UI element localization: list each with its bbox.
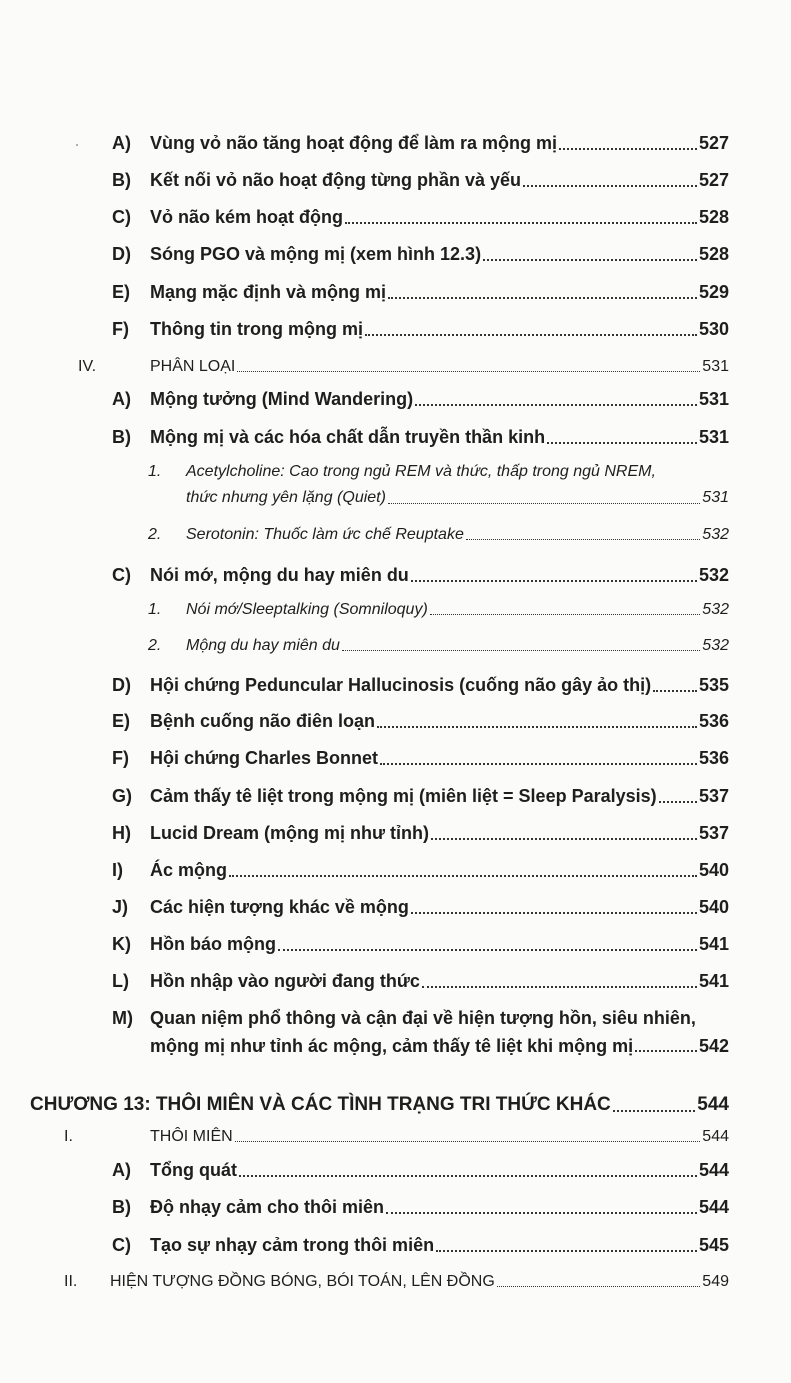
- entry-page: 542: [698, 1035, 729, 1056]
- entry-page: 536: [698, 711, 729, 731]
- leader-dots: [388, 503, 700, 504]
- entry-page: 549: [702, 1273, 729, 1290]
- entry-page: 532: [698, 565, 729, 585]
- toc-entry[interactable]: [112, 1160, 729, 1181]
- entry-number: A): [112, 133, 131, 153]
- entry-page: 544: [698, 1197, 729, 1217]
- entry-title: Tổng quát: [150, 1160, 237, 1180]
- entry-number: A): [112, 1160, 131, 1180]
- entry-number: C): [112, 207, 131, 227]
- leader-dots: [342, 650, 700, 651]
- entry-page: 529: [698, 282, 729, 302]
- entry-number: M): [112, 1008, 133, 1028]
- entry-title: Tạo sự nhạy cảm trong thôi miên: [150, 1235, 435, 1255]
- entry-title: Nói mớ, mộng du hay miên du: [150, 565, 409, 585]
- section-number: I.: [64, 1128, 73, 1145]
- toc-entry[interactable]: [112, 786, 729, 807]
- toc-entry[interactable]: [112, 1008, 729, 1056]
- entry-page: 531: [698, 427, 729, 447]
- toc-entry[interactable]: [112, 934, 729, 955]
- entry-number: C): [112, 1235, 131, 1255]
- entry-number: I): [112, 860, 123, 880]
- toc-entry[interactable]: [112, 319, 729, 340]
- entry-title: Mộng tưởng (Mind Wandering): [150, 389, 414, 409]
- entry-number: E): [112, 711, 130, 731]
- toc-section[interactable]: [64, 1273, 729, 1291]
- entry-page: 535: [698, 675, 729, 695]
- leader-dots: [345, 222, 697, 224]
- toc-section[interactable]: [78, 358, 729, 376]
- leader-dots: [388, 297, 697, 299]
- entry-number: H): [112, 823, 131, 843]
- entry-page: 537: [698, 786, 729, 806]
- entry-number: C): [112, 565, 131, 585]
- entry-title: Mộng mị và các hóa chất dẫn truyền thần kinh: [150, 427, 546, 447]
- toc-entry[interactable]: [112, 675, 729, 696]
- toc-entry[interactable]: [112, 897, 729, 918]
- leader-dots: [380, 763, 697, 765]
- leader-dots: [237, 371, 700, 372]
- entry-page: 531: [698, 389, 729, 409]
- entry-title: Lucid Dream (mộng mị như tỉnh): [150, 823, 430, 843]
- entry-page: 531: [702, 358, 729, 375]
- entry-title-line2: mộng mị như tỉnh ác mộng, cảm thấy tê liệt khi mộng mị: [150, 1035, 634, 1056]
- toc-chapter[interactable]: [30, 1094, 729, 1116]
- leader-dots: [635, 1050, 697, 1052]
- entry-title-line2: thức nhưng yên lặng (Quiet): [186, 489, 386, 507]
- entry-number: B): [112, 1197, 131, 1217]
- entry-number: D): [112, 675, 131, 695]
- entry-page: 531: [702, 489, 729, 507]
- toc-entry[interactable]: [112, 207, 729, 228]
- section-title: THÔI MIÊN: [150, 1128, 233, 1145]
- entry-title: Hồn nhập vào người đang thức: [150, 971, 420, 991]
- entry-page: 544: [698, 1160, 729, 1180]
- entry-number: J): [112, 897, 129, 917]
- entry-title: Nói mớ/Sleeptalking (Somniloquy): [186, 601, 428, 618]
- entry-page: 541: [698, 971, 729, 991]
- toc-section[interactable]: [64, 1128, 729, 1146]
- entry-title: Bệnh cuống não điên loạn: [150, 711, 375, 731]
- leader-dots: [415, 404, 697, 406]
- entry-title: Hội chứng Charles Bonnet: [150, 748, 379, 768]
- leader-dots: [386, 1212, 697, 1214]
- entry-title-line1: Acetylcholine: Cao trong ngủ REM và thức, thấp trong ngủ NREM,: [186, 463, 656, 480]
- entry-title: Độ nhạy cảm cho thôi miên: [150, 1197, 385, 1217]
- entry-title-line1: Quan niệm phổ thông và cận đại về hiện tượng hồn, siêu nhiên,: [150, 1008, 696, 1028]
- entry-number: 2.: [148, 526, 162, 543]
- toc-subentry[interactable]: [148, 526, 729, 544]
- toc-entry[interactable]: [112, 823, 729, 844]
- leader-dots: [497, 1286, 701, 1287]
- entry-number: A): [112, 389, 131, 409]
- entry-page: 527: [698, 170, 729, 190]
- entry-number: 2.: [148, 637, 162, 654]
- leader-dots: [278, 949, 697, 951]
- entry-number: F): [112, 748, 129, 768]
- section-number: IV.: [78, 358, 97, 375]
- entry-title: Các hiện tượng khác về mộng: [150, 897, 409, 917]
- leader-dots: [235, 1141, 701, 1142]
- leader-dots: [483, 259, 697, 261]
- entry-number: B): [112, 427, 131, 447]
- entry-page: 536: [698, 748, 729, 768]
- leader-dots: [559, 148, 697, 150]
- entry-title: Hội chứng Peduncular Hallucinosis (cuống não gây ảo thị): [150, 675, 652, 695]
- entry-page: 527: [698, 133, 729, 153]
- leader-dots: [613, 1110, 696, 1112]
- toc-entry[interactable]: [112, 711, 729, 732]
- toc-entry[interactable]: [112, 1235, 729, 1256]
- toc-entry[interactable]: [112, 282, 729, 303]
- section-number: II.: [64, 1273, 78, 1290]
- entry-page: 532: [702, 526, 729, 543]
- entry-title: Thông tin trong mộng mị: [150, 319, 363, 339]
- entry-number: L): [112, 971, 129, 991]
- section-title: HIỆN TƯỢNG ĐỒNG BÓNG, BÓI TOÁN, LÊN ĐỒNG: [110, 1273, 495, 1290]
- entry-title: Kết nối vỏ não hoạt động từng phần và yếu: [150, 170, 522, 190]
- leader-dots: [430, 614, 701, 615]
- toc-entry[interactable]: [112, 170, 729, 191]
- leader-dots: [436, 1250, 697, 1252]
- toc-entry[interactable]: [112, 565, 729, 586]
- leader-dots: [411, 912, 697, 914]
- entry-number: E): [112, 282, 130, 302]
- toc-entry[interactable]: [112, 244, 729, 265]
- entry-number: 1.: [148, 601, 162, 618]
- leader-dots: [431, 838, 697, 840]
- entry-number: D): [112, 244, 131, 264]
- leader-dots: [466, 539, 700, 540]
- entry-title: Cảm thấy tê liệt trong mộng mị (miên liệt = Sleep Paralysis): [150, 786, 657, 806]
- toc-subentry[interactable]: [148, 637, 729, 655]
- entry-page: 528: [698, 244, 729, 264]
- leader-dots: [229, 875, 697, 877]
- entry-title: Hồn báo mộng: [150, 934, 276, 954]
- toc-entry[interactable]: [112, 427, 729, 448]
- toc-entry[interactable]: [112, 860, 729, 881]
- entry-page: 541: [698, 934, 729, 954]
- toc-subentry[interactable]: [148, 601, 729, 619]
- leader-dots: [422, 986, 697, 988]
- entry-page: 532: [702, 637, 729, 654]
- chapter-title: CHƯƠNG 13: THÔI MIÊN VÀ CÁC TÌNH TRẠNG TRI THỨC KHÁC: [30, 1094, 611, 1115]
- entry-title: Mạng mặc định và mộng mị: [150, 282, 387, 302]
- entry-title: Vùng vỏ não tăng hoạt động để làm ra mộng mị: [150, 133, 558, 153]
- entry-page: 544: [697, 1094, 729, 1115]
- toc-entry[interactable]: [112, 971, 729, 992]
- toc-entry[interactable]: [112, 1197, 729, 1218]
- entry-page: 540: [698, 860, 729, 880]
- entry-title: Vỏ não kém hoạt động: [150, 207, 344, 227]
- toc-entry[interactable]: [112, 133, 729, 154]
- entry-page: 528: [698, 207, 729, 227]
- entry-number: K): [112, 934, 131, 954]
- leader-dots: [659, 801, 697, 803]
- leader-dots: [547, 442, 697, 444]
- entry-page: 540: [698, 897, 729, 917]
- entry-title: Serotonin: Thuốc làm ức chế Reuptake: [186, 526, 464, 543]
- leader-dots: [523, 185, 697, 187]
- leader-dots: [365, 334, 697, 336]
- entry-number: F): [112, 319, 129, 339]
- entry-number: G): [112, 786, 132, 806]
- entry-page: 532: [702, 601, 729, 618]
- toc-subentry[interactable]: [148, 463, 729, 508]
- entry-title: Sóng PGO và mộng mị (xem hình 12.3): [150, 244, 482, 264]
- leader-dots: [377, 726, 697, 728]
- entry-number: B): [112, 170, 131, 190]
- entry-page: 530: [698, 319, 729, 339]
- entry-number: 1.: [148, 463, 162, 480]
- leader-dots: [653, 690, 697, 692]
- entry-title: Mộng du hay miên du: [186, 637, 340, 654]
- entry-page: 537: [698, 823, 729, 843]
- entry-title: Ác mộng: [150, 860, 228, 880]
- leader-dots: [239, 1175, 697, 1177]
- print-speck: [76, 144, 78, 146]
- section-title: PHÂN LOẠI: [150, 358, 236, 375]
- entry-page: 544: [702, 1128, 729, 1145]
- entry-page: 545: [698, 1235, 729, 1255]
- leader-dots: [411, 580, 697, 582]
- toc-entry[interactable]: [112, 389, 729, 410]
- toc-entry[interactable]: [112, 748, 729, 769]
